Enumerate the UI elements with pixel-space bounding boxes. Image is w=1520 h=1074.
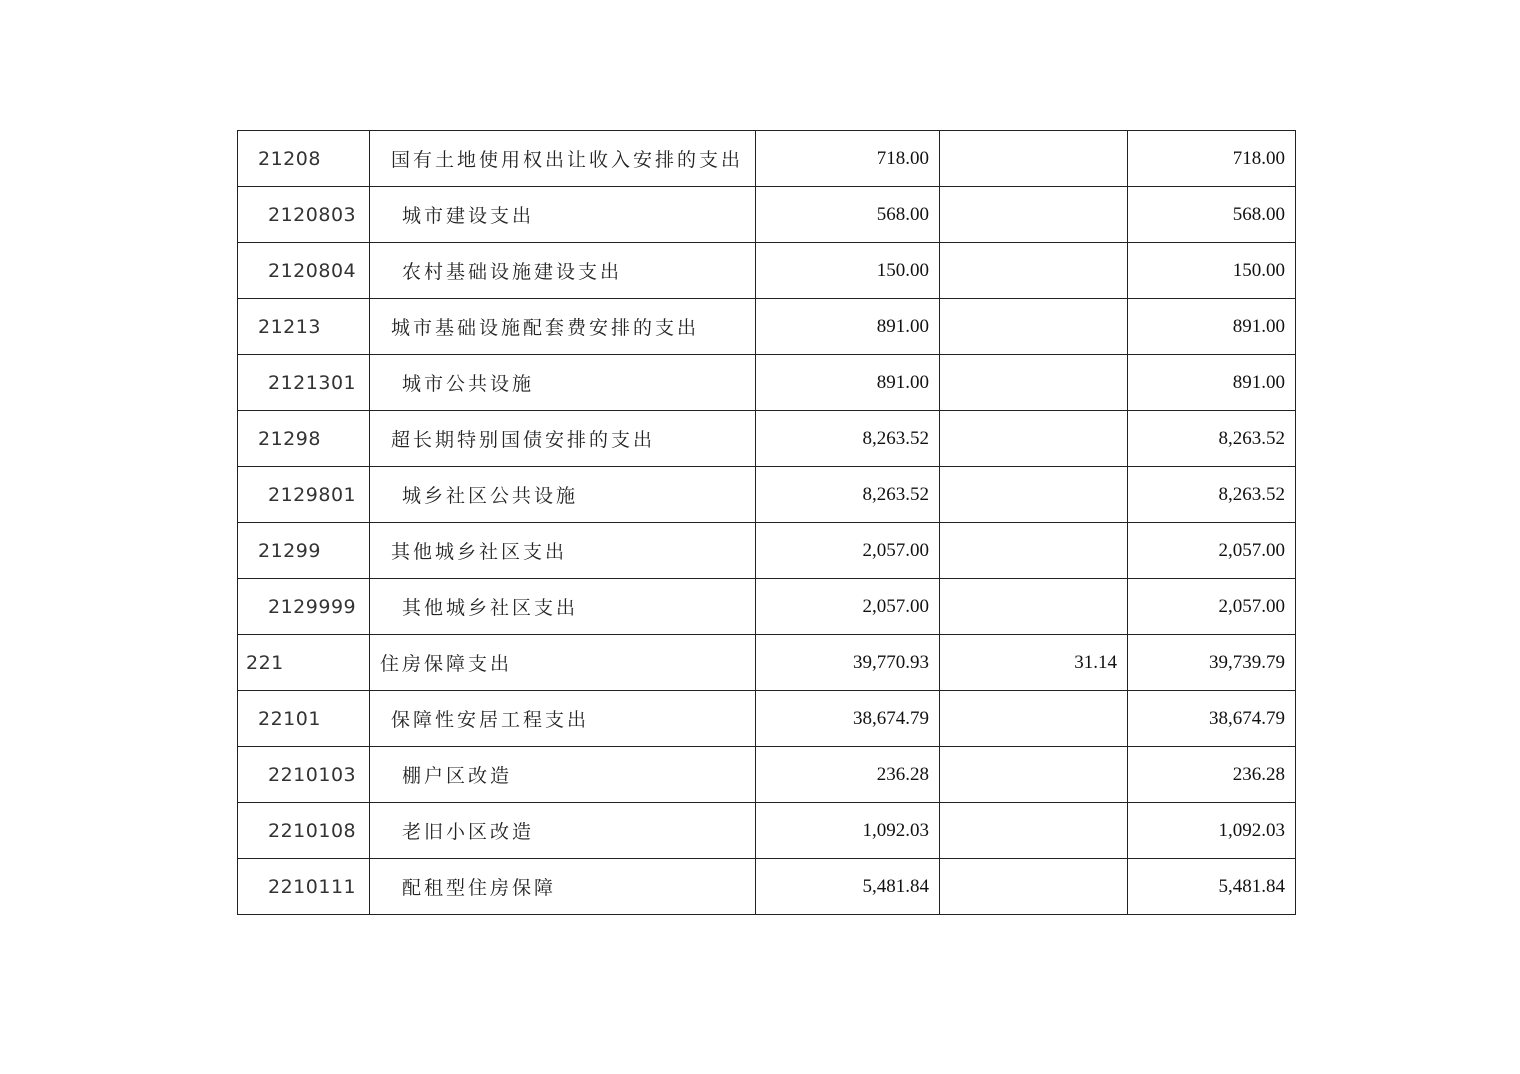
total-amount: 2,057.00 [756,579,940,635]
table-row [238,299,1296,355]
table-row [238,243,1296,299]
basic-expenditure-amount [940,747,1128,803]
total-amount: 5,481.84 [756,859,940,915]
table-row [238,635,1296,691]
subject-name: 保障性安居工程支出 [370,691,756,747]
project-expenditure-amount: 891.00 [1128,355,1296,411]
table-row [238,523,1296,579]
subject-code: 22101 [238,691,370,747]
subject-name: 其他城乡社区支出 [370,523,756,579]
subject-name: 配租型住房保障 [370,859,756,915]
table-row [238,187,1296,243]
project-expenditure-amount: 891.00 [1128,299,1296,355]
subject-name: 住房保障支出 [370,635,756,691]
total-amount: 38,674.79 [756,691,940,747]
basic-expenditure-amount [940,131,1128,187]
basic-expenditure-amount [940,523,1128,579]
basic-expenditure-amount [940,187,1128,243]
subject-code: 2210111 [238,859,370,915]
table-row [238,803,1296,859]
table-row [238,747,1296,803]
total-amount: 150.00 [756,243,940,299]
basic-expenditure-amount: 31.14 [940,635,1128,691]
basic-expenditure-amount [940,691,1128,747]
total-amount: 236.28 [756,747,940,803]
basic-expenditure-amount [940,243,1128,299]
subject-name: 国有土地使用权出让收入安排的支出 [370,131,756,187]
basic-expenditure-amount [940,803,1128,859]
basic-expenditure-amount [940,411,1128,467]
subject-name: 农村基础设施建设支出 [370,243,756,299]
subject-code: 2120804 [238,243,370,299]
project-expenditure-amount: 2,057.00 [1128,523,1296,579]
subject-code: 21298 [238,411,370,467]
basic-expenditure-amount [940,355,1128,411]
project-expenditure-amount: 568.00 [1128,187,1296,243]
subject-code: 2120803 [238,187,370,243]
table-row [238,859,1296,915]
basic-expenditure-amount [940,467,1128,523]
basic-expenditure-amount [940,579,1128,635]
project-expenditure-amount: 150.00 [1128,243,1296,299]
project-expenditure-amount: 38,674.79 [1128,691,1296,747]
subject-code: 21213 [238,299,370,355]
subject-name: 城乡社区公共设施 [370,467,756,523]
basic-expenditure-amount [940,859,1128,915]
basic-expenditure-amount [940,299,1128,355]
project-expenditure-amount: 8,263.52 [1128,411,1296,467]
subject-code: 21299 [238,523,370,579]
subject-code: 221 [238,635,370,691]
table-row [238,691,1296,747]
total-amount: 718.00 [756,131,940,187]
subject-code: 21208 [238,131,370,187]
total-amount: 2,057.00 [756,523,940,579]
total-amount: 891.00 [756,299,940,355]
subject-name: 棚户区改造 [370,747,756,803]
budget-expenditure-table [237,130,1296,915]
subject-code: 2129801 [238,467,370,523]
table-row [238,355,1296,411]
total-amount: 8,263.52 [756,411,940,467]
subject-name: 超长期特别国债安排的支出 [370,411,756,467]
subject-name: 其他城乡社区支出 [370,579,756,635]
subject-code: 2210103 [238,747,370,803]
project-expenditure-amount: 8,263.52 [1128,467,1296,523]
project-expenditure-amount: 236.28 [1128,747,1296,803]
project-expenditure-amount: 718.00 [1128,131,1296,187]
table-row [238,579,1296,635]
subject-name: 城市建设支出 [370,187,756,243]
subject-code: 2121301 [238,355,370,411]
total-amount: 39,770.93 [756,635,940,691]
project-expenditure-amount: 5,481.84 [1128,859,1296,915]
subject-name: 老旧小区改造 [370,803,756,859]
table-row [238,467,1296,523]
subject-name: 城市公共设施 [370,355,756,411]
total-amount: 891.00 [756,355,940,411]
table-row [238,411,1296,467]
total-amount: 8,263.52 [756,467,940,523]
total-amount: 1,092.03 [756,803,940,859]
subject-code: 2210108 [238,803,370,859]
project-expenditure-amount: 1,092.03 [1128,803,1296,859]
subject-name: 城市基础设施配套费安排的支出 [370,299,756,355]
total-amount: 568.00 [756,187,940,243]
project-expenditure-amount: 2,057.00 [1128,579,1296,635]
project-expenditure-amount: 39,739.79 [1128,635,1296,691]
table-row [238,131,1296,187]
subject-code: 2129999 [238,579,370,635]
